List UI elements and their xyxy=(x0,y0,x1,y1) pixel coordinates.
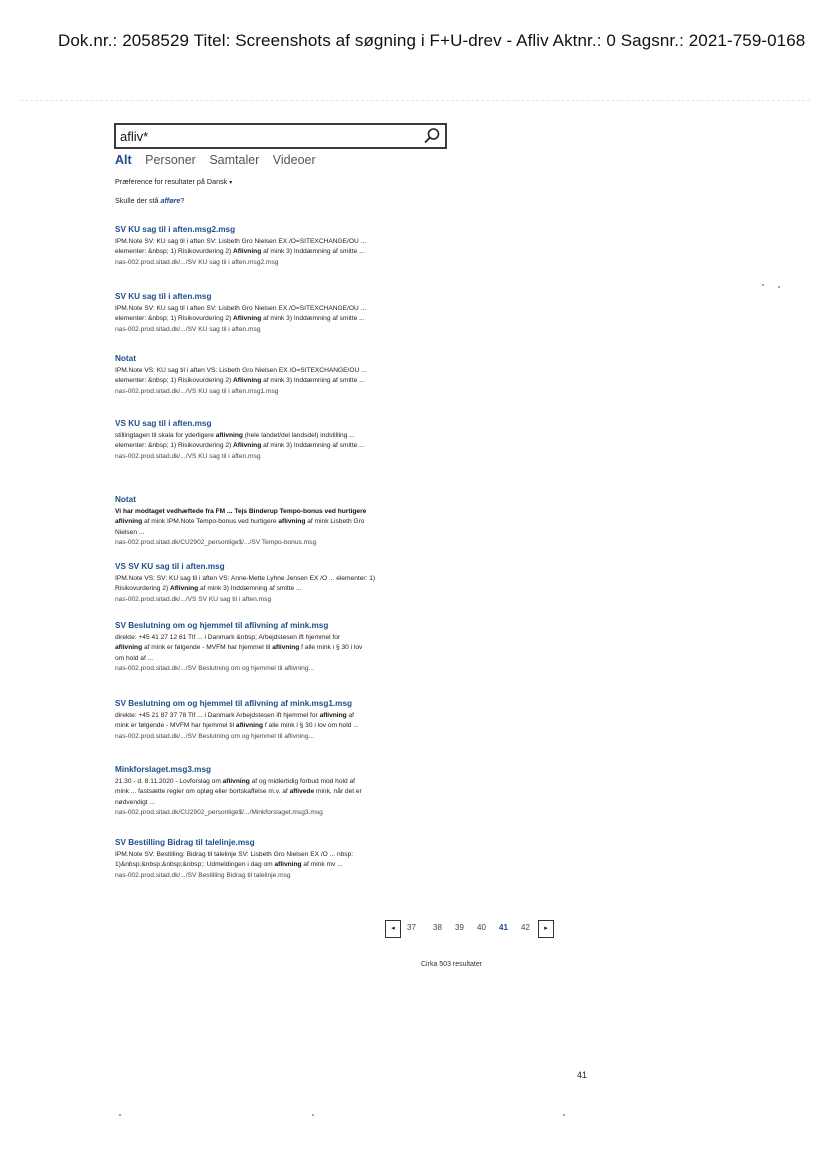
did-you-mean-prefix: Skulle der stå xyxy=(115,196,159,205)
snippet-line xyxy=(115,517,450,527)
search-result xyxy=(115,561,450,605)
page-link-41[interactable]: 41 xyxy=(499,923,508,932)
next-page-button[interactable]: ▸ xyxy=(538,920,554,938)
result-url: nas-002.prod.sitad.dk/CU2902_personlige$/.../Minkforslaget.msg3.msg xyxy=(115,808,323,816)
snippet-highlight: aflivning xyxy=(215,432,243,439)
snippet-line xyxy=(115,777,450,787)
scan-speck xyxy=(778,286,780,288)
snippet-line xyxy=(115,376,450,386)
snippet-line xyxy=(115,798,450,808)
snippet-text: af mink er følgende - MVFM har hjemmel til xyxy=(142,644,273,652)
snippet-line xyxy=(115,787,450,797)
snippet-text: mink, når det er xyxy=(314,788,362,796)
snippet-line xyxy=(115,584,450,594)
snippet-highlight: Aflivning xyxy=(233,248,262,256)
snippet-highlight: Aflivning xyxy=(169,585,199,593)
snippet-line xyxy=(115,654,450,664)
tab-conversations[interactable]: Samtaler xyxy=(209,153,260,167)
result-url: nas-002.prod.sitad.dk/.../VS KU sag til i aften.msg xyxy=(115,452,261,460)
snippet-text: mink er følgende - MVFM har hjemmel til xyxy=(115,722,236,730)
search-result xyxy=(115,620,450,674)
snippet-highlight: aflivning xyxy=(222,778,250,785)
page-link-40[interactable]: 40 xyxy=(477,923,486,932)
search-result xyxy=(115,698,450,742)
chevron-down-icon: ▾ xyxy=(229,180,233,186)
snippet-line xyxy=(115,633,450,643)
result-title-link[interactable]: SV Bestilling Bidrag til talelinje.msg xyxy=(115,838,255,847)
snippet-line xyxy=(115,721,450,731)
snippet-line xyxy=(115,441,450,451)
search-input[interactable] xyxy=(120,127,416,145)
result-title-link[interactable]: SV Beslutning om og hjemmel til aflivning af mink.msg xyxy=(115,621,329,630)
snippet-line xyxy=(115,237,450,247)
result-snippet xyxy=(115,304,450,325)
result-url: nas-002.prod.sitad.dk/.../SV Beslutning om og hjemmel til aflivning... xyxy=(115,664,315,672)
snippet-text: elementer: &nbsp; 1) Risikovurdering 2) xyxy=(115,377,234,385)
snippet-line xyxy=(115,574,450,584)
snippet-line xyxy=(115,507,450,517)
snippet-line xyxy=(115,314,450,324)
result-title-link[interactable]: Minkforslaget.msg3.msg xyxy=(115,765,211,774)
scan-speck xyxy=(563,1114,565,1116)
snippet-text: Risikovurdering 2) xyxy=(115,585,170,593)
page-link-38[interactable]: 38 xyxy=(433,923,442,932)
tab-videos[interactable]: Videoer xyxy=(272,153,316,167)
search-result xyxy=(115,353,450,397)
result-snippet xyxy=(115,633,450,664)
search-result xyxy=(115,837,450,881)
search-result xyxy=(115,418,450,462)
result-url: nas-002.prod.sitad.dk/.../SV KU sag til i aften.msg2.msg xyxy=(115,258,279,266)
snippet-line xyxy=(115,850,450,860)
snippet-highlight: aflivning xyxy=(319,712,347,719)
snippet-highlight: aflivning xyxy=(272,644,300,652)
snippet-text: Nielsen ... xyxy=(115,528,145,536)
result-snippet xyxy=(115,850,450,871)
result-title-link[interactable]: Notat xyxy=(115,354,136,363)
did-you-mean xyxy=(115,196,184,205)
snippet-text: elementer: &nbsp; 1) Risikovurdering 2) xyxy=(115,442,234,450)
search-result xyxy=(115,291,450,335)
snippet-text: af mink 3) Inddæmning af smitte ... xyxy=(261,442,365,450)
page-number: 41 xyxy=(577,1070,588,1080)
snippet-text: af mink 3) Inddæmning af smitte ... xyxy=(261,248,365,256)
result-count: Cirka 503 resultater xyxy=(421,961,483,968)
snippet-text: af mink IPM.Note Tempo-bonus ved hurtigere xyxy=(142,518,279,526)
result-snippet xyxy=(115,237,450,258)
snippet-text: af mink mv ... xyxy=(301,861,343,869)
snippet-text: af mink 3) Inddæmning af smitte ... xyxy=(261,315,365,323)
snippet-highlight: aflivning xyxy=(115,518,143,526)
previous-page-button[interactable]: ◂ xyxy=(385,920,401,938)
snippet-highlight: aflivning xyxy=(274,861,302,869)
snippet-line xyxy=(115,643,450,653)
result-snippet xyxy=(115,777,450,808)
page-link-42[interactable]: 42 xyxy=(521,923,530,932)
snippet-text: nødvendigt ... xyxy=(115,798,155,806)
snippet-line xyxy=(115,247,450,257)
snippet-highlight: aflivning xyxy=(235,722,264,730)
snippet-text: IPM.Note SV: KU sag til i aften SV: Lisbeth Gro Nielsen EX /O=SITEXCHANGE/OU ... xyxy=(115,238,367,245)
document-header: Dok.nr.: 2058529 Titel: Screenshots af søgning i F+U-drev - Afliv Aktnr.: 0 Sagsnr.: 2021-759-0168 xyxy=(58,31,806,50)
snippet-text: elementer: &nbsp; 1) Risikovurdering 2) xyxy=(115,248,234,256)
result-snippet xyxy=(115,574,450,595)
snippet-highlight: aflivede xyxy=(289,788,315,796)
result-snippet xyxy=(115,711,450,732)
snippet-line xyxy=(115,304,450,314)
snippet-text: (hele landet/del landsdel) indstilling ... xyxy=(242,432,355,439)
snippet-text: 21.30 - d. 8.11.2020 - Lovforslag om xyxy=(115,778,223,785)
result-title-link[interactable]: VS SV KU sag til i aften.msg xyxy=(115,562,225,571)
snippet-text: af mink Lisbeth Gro xyxy=(305,518,365,526)
snippet-text: direkte: +45 21 87 37 78 Tlf ... i Danmark Arbejdstesen ift hjemmel for xyxy=(115,712,320,719)
snippet-text: stillingtagen til skala for yderligere xyxy=(115,432,216,439)
result-url: nas-002.prod.sitad.dk/.../SV KU sag til i aften.msg xyxy=(115,325,261,333)
scan-divider xyxy=(20,100,810,101)
snippet-text: af mink 3) Inddæmning af smitte ... xyxy=(261,377,365,385)
snippet-text: af og midlertidig forbud mod hold af xyxy=(249,778,355,785)
snippet-highlight: Aflivning xyxy=(233,442,262,450)
result-title-link[interactable]: VS KU sag til i aften.msg xyxy=(115,419,212,428)
snippet-highlight: Aflivning xyxy=(233,377,262,385)
snippet-text: af mink 3) Inddæmning af smitte ... xyxy=(198,585,302,593)
page-link-37[interactable]: 37 xyxy=(407,923,416,932)
tab-all[interactable]: Alt xyxy=(115,153,132,167)
result-url: nas-002.prod.sitad.dk/CU2902_personlige$/.../SV Tempo-bonus.msg xyxy=(115,538,317,546)
did-you-mean-suffix: ? xyxy=(180,196,185,205)
scan-speck xyxy=(312,1114,314,1116)
result-title-link[interactable]: SV Beslutning om og hjemmel til aflivning af mink.msg1.msg xyxy=(115,699,353,708)
language-preference[interactable] xyxy=(115,177,232,186)
snippet-text: f alle mink i § 30 i lov om hold ... xyxy=(263,722,359,730)
result-title-link[interactable]: SV KU sag til i aften.msg2.msg xyxy=(115,225,236,234)
result-url: nas-002.prod.sitad.dk/.../SV Beslutning om og hjemmel til aflivning... xyxy=(115,732,315,740)
search-icon[interactable] xyxy=(423,127,441,145)
language-preference-label: Præference for resultater på Dansk xyxy=(115,177,228,186)
tab-people[interactable]: Personer xyxy=(145,153,196,167)
snippet-text: f alle mink i § 30 i lov xyxy=(299,644,363,652)
search-box[interactable] xyxy=(114,123,447,149)
result-url: nas-002.prod.sitad.dk/.../VS KU sag til i aften.msg1.msg xyxy=(115,387,279,395)
result-url: nas-002.prod.sitad.dk/.../SV Bestilling Bidrag til talelinje.msg xyxy=(115,871,291,879)
search-result xyxy=(115,224,450,268)
result-snippet xyxy=(115,507,450,538)
result-url: nas-002.prod.sitad.dk/.../VS SV KU sag til i aften.msg xyxy=(115,595,272,603)
result-snippet xyxy=(115,431,450,452)
page-link-39[interactable]: 39 xyxy=(455,923,464,932)
search-result xyxy=(115,494,450,548)
snippet-text: af xyxy=(346,712,355,719)
snippet-highlight: aflivning xyxy=(115,644,143,652)
result-snippet xyxy=(115,366,450,387)
snippet-line xyxy=(115,366,450,376)
snippet-text: direkte: +45 41 27 12 61 Tlf ... i Danmark &nbsp; Arbejdstesen ift hjemmel for xyxy=(115,634,341,641)
search-result xyxy=(115,764,450,818)
snippet-highlight: aflivning xyxy=(278,518,306,526)
snippet-text: IPM.Note VS: KU sag til i aften VS: Lisbeth Gro Nielsen EX /O=SITEXCHANGE/OU ... xyxy=(115,367,367,374)
snippet-text: mink ... fastsætte regler om opløg eller bortskaffelse m.v. af xyxy=(115,788,290,796)
snippet-text: IPM.Note SV: Bestilling: Bidrag til talelinje SV: Lisbeth Gro Nielsen EX /O ... nbsp: xyxy=(115,851,354,858)
snippet-text: 1)&nbsp;&nbsp;&nbsp;&nbsp;: Udmeldingen i dag om xyxy=(115,861,275,869)
snippet-text: elementer: &nbsp; 1) Risikovurdering 2) xyxy=(115,315,234,323)
snippet-line xyxy=(115,711,450,721)
search-tabs xyxy=(115,151,325,169)
snippet-highlight: Aflivning xyxy=(233,315,262,323)
scan-speck xyxy=(762,284,764,286)
snippet-highlight: Vi har modtaget vedhæftede fra FM ... Tejs Binderup Tempo-bonus ved hurtigere xyxy=(115,508,367,515)
scan-speck xyxy=(119,1114,121,1116)
snippet-line xyxy=(115,860,450,870)
snippet-line xyxy=(115,431,450,441)
did-you-mean-suggestion[interactable]: afføre xyxy=(160,196,181,205)
snippet-text: IPM.Note VS: SV: KU sag til i aften VS: Anne-Mette Lyhne Jensen EX /O ... elementer: 1) xyxy=(115,575,376,582)
result-title-link[interactable]: SV KU sag til i aften.msg xyxy=(115,292,212,301)
snippet-text: IPM.Note SV: KU sag til i aften SV: Lisbeth Gro Nielsen EX /O=SITEXCHANGE/OU ... xyxy=(115,305,367,312)
snippet-text: om hold af ... xyxy=(115,654,154,662)
snippet-line xyxy=(115,528,450,538)
result-title-link[interactable]: Notat xyxy=(115,495,136,504)
